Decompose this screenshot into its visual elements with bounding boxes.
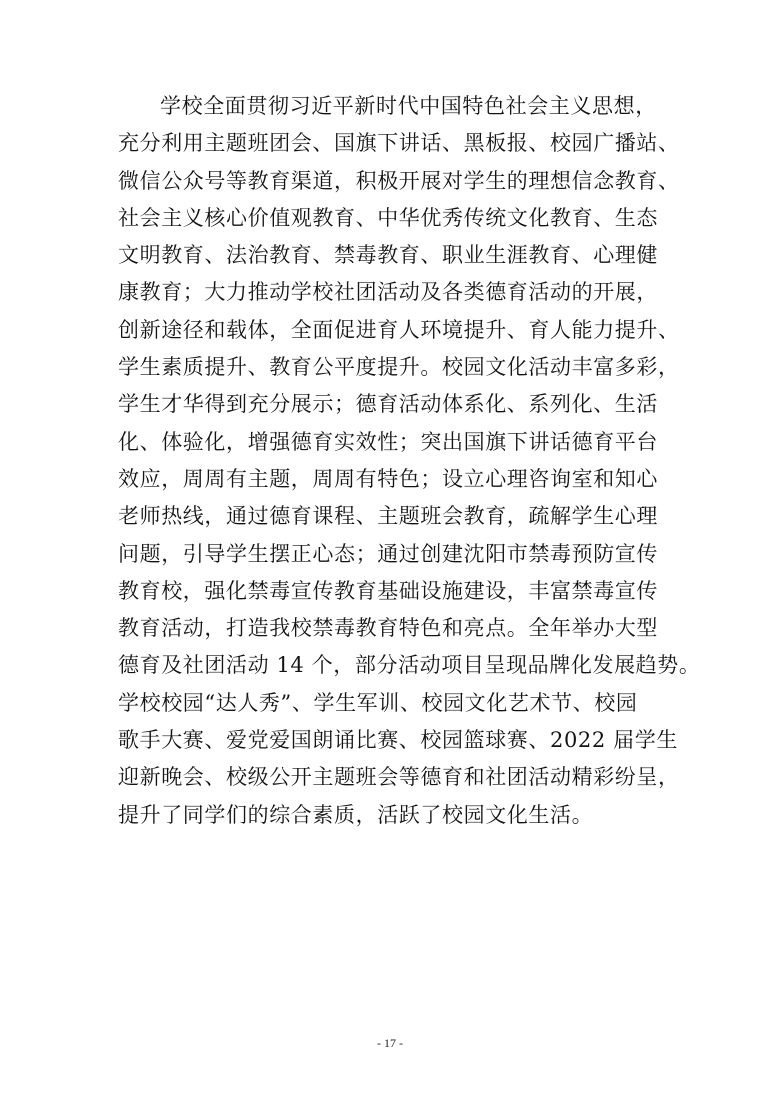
paragraph-line: 老师热线，通过德育课程、主题班会教育，疏解学生心理 <box>118 504 658 529</box>
paragraph-line: 提升了同学们的综合素质，活跃了校园文化生活。 <box>118 802 594 827</box>
paragraph-line: 歌手大赛、爱党爱国朗诵比赛、校园篮球赛、2022 届学生 <box>118 728 678 753</box>
paragraph-line: 化、体验化，增强德育实效性；突出国旗下讲话德育平台 <box>118 429 658 454</box>
paragraph-line: 学生才华得到充分展示；德育活动体系化、系列化、生活 <box>118 392 658 417</box>
paragraph-line: 教育校，强化禁毒宣传教育基础设施建设，丰富禁毒宣传 <box>118 578 658 603</box>
paragraph-line: 社会主义核心价值观教育、中华优秀传统文化教育、生态 <box>118 205 658 230</box>
paragraph-line: 学校校园“达人秀”、学生军训、校园文化艺术节、校园 <box>118 690 638 715</box>
paragraph-line: 充分利用主题班团会、国旗下讲话、黑板报、校园广播站、 <box>118 131 680 156</box>
paragraph-line: 迎新晚会、校级公开主题班会等德育和社团活动精彩纷呈， <box>118 765 680 790</box>
paragraph-line: 学校全面贯彻习近平新时代中国特色社会主义思想， <box>160 94 657 118</box>
paragraph-line: 德育及社团活动 14 个，部分活动项目呈现品牌化发展趋势。 <box>118 653 701 678</box>
paragraph-line: 康教育；大力推动学校社团活动及各类德育活动的开展， <box>118 280 658 305</box>
paragraph-line: 效应，周周有主题，周周有特色；设立心理咨询室和知心 <box>118 466 658 491</box>
paragraph-line: 创新途径和载体，全面促进育人环境提升、育人能力提升、 <box>118 317 680 342</box>
paragraph-line: 教育活动，打造我校禁毒教育特色和亮点。全年举办大型 <box>118 616 658 641</box>
paragraph-line: 文明教育、法治教育、禁毒教育、职业生涯教育、心理健 <box>118 243 658 268</box>
paragraph-line: 微信公众号等教育渠道，积极开展对学生的理想信念教育、 <box>118 168 680 193</box>
body-paragraph <box>118 88 701 834</box>
page-number: - 17 - <box>377 1036 403 1050</box>
paragraph-line: 问题，引导学生摆正心态；通过创建沈阳市禁毒预防宣传 <box>118 541 658 566</box>
paragraph-line: 学生素质提升、教育公平度提升。校园文化活动丰富多彩， <box>118 355 680 380</box>
